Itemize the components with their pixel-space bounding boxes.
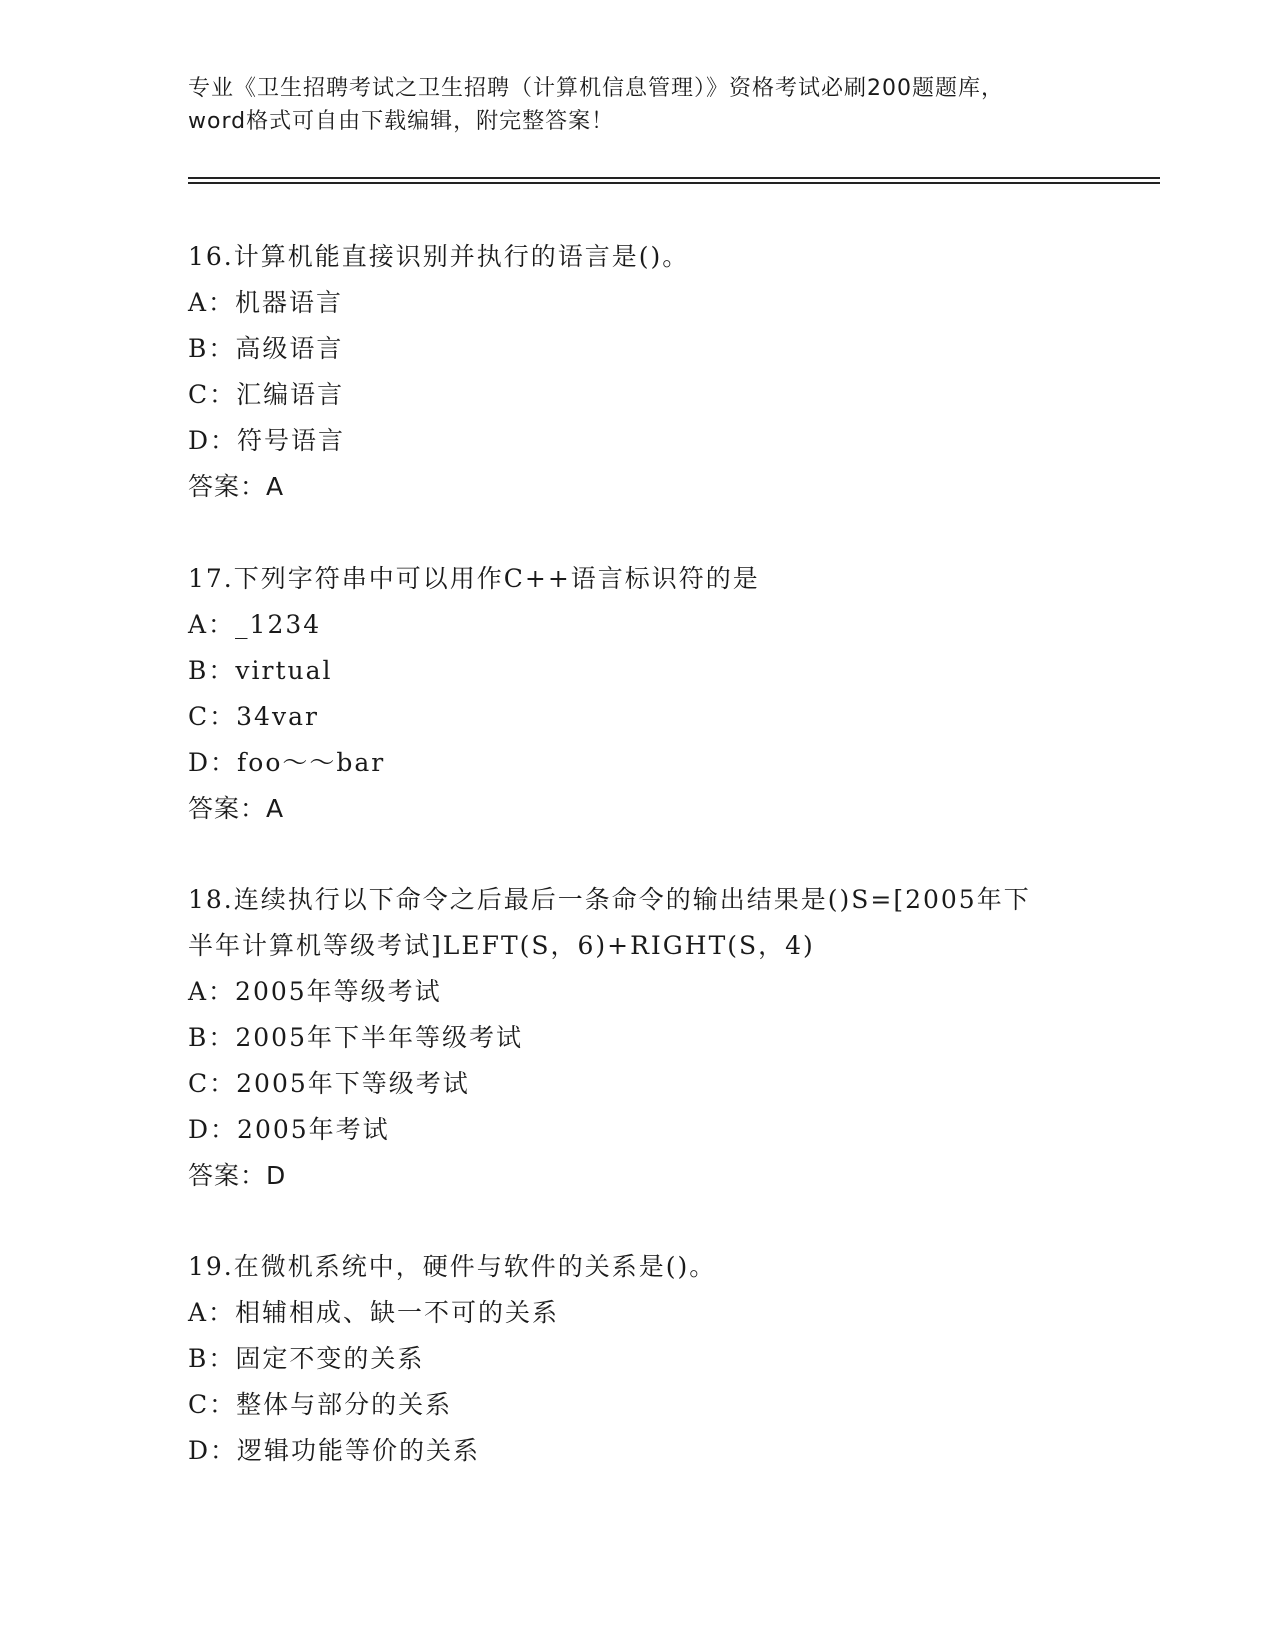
question-stem: 16.计算机能直接识别并执行的语言是()。 [188, 242, 690, 271]
question-stem-continued: 半年计算机等级考试]LEFT(S，6)+RIGHT(S，4) [188, 931, 815, 960]
answer: 答案：A [188, 472, 285, 501]
question-stem: 17.下列字符串中可以用作C++语言标识符的是 [188, 564, 760, 593]
question-stem: 18.连续执行以下命令之后最后一条命令的输出结果是()S=[2005年下 [188, 885, 1031, 914]
question-18 [188, 877, 1088, 1199]
document-header [188, 72, 1088, 138]
header-line-1: 专业《卫生招聘考试之卫生招聘（计算机信息管理）》资格考试必刷200题题库， [188, 76, 1004, 101]
option-b: B：2005年下半年等级考试 [188, 1023, 523, 1052]
answer: 答案：A [188, 794, 285, 823]
option-d: D：2005年考试 [188, 1115, 390, 1144]
option-a: A：2005年等级考试 [188, 977, 442, 1006]
header-line-2: word格式可自由下载编辑，附完整答案！ [188, 109, 615, 134]
option-d: D：符号语言 [188, 426, 346, 455]
option-d: D：foo～～bar [188, 748, 386, 777]
option-b: B：固定不变的关系 [188, 1344, 425, 1373]
option-a: A：相辅相成、缺一不可的关系 [188, 1298, 560, 1327]
question-16 [188, 234, 1088, 510]
header-divider-bottom [188, 182, 1160, 184]
option-d: D：逻辑功能等价的关系 [188, 1436, 481, 1465]
option-c: C：2005年下等级考试 [188, 1069, 470, 1098]
option-c: C：汇编语言 [188, 380, 345, 409]
question-19 [188, 1244, 1088, 1474]
option-a: A：机器语言 [188, 288, 344, 317]
option-c: C：34var [188, 702, 319, 731]
option-b: B：高级语言 [188, 334, 344, 363]
question-17 [188, 556, 1088, 832]
option-c: C：整体与部分的关系 [188, 1390, 453, 1419]
option-a: A：_1234 [188, 610, 322, 639]
header-divider-top [188, 177, 1160, 179]
answer: 答案：D [188, 1161, 287, 1190]
question-stem: 19.在微机系统中，硬件与软件的关系是()。 [188, 1252, 717, 1281]
option-b: B：virtual [188, 656, 333, 685]
